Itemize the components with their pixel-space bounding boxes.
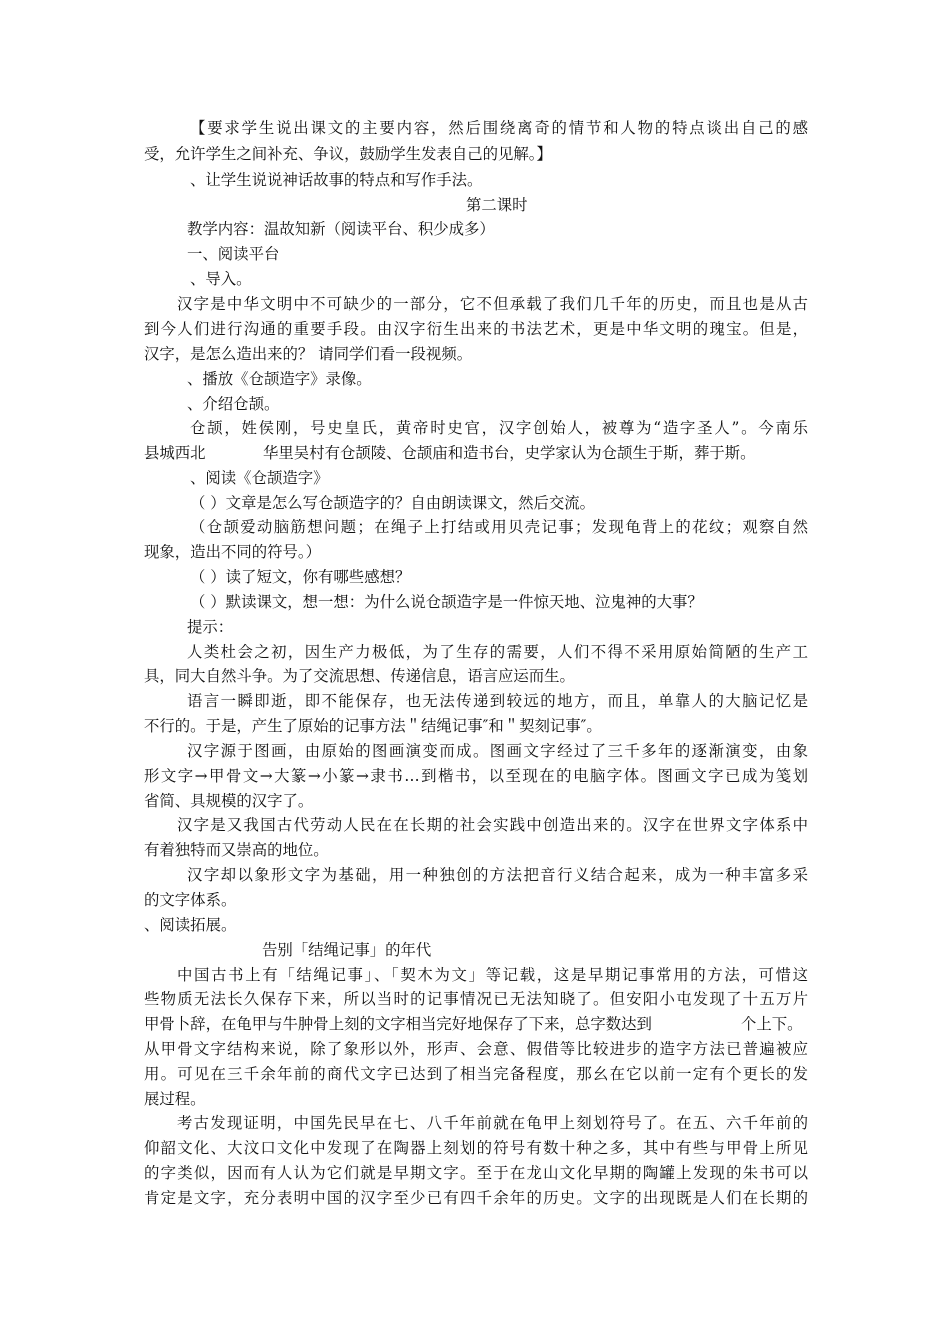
paragraph-line: 有着独特而又崇高的地位。 xyxy=(144,841,329,859)
paragraph-line: 用。可见在三千余年前的商代文字已达到了相当完备程度，那幺在它以前一定有个更长的发 xyxy=(144,1065,808,1083)
paragraph-line: 仓颉，姓侯刚，号史皇氏，黄帝时史官，汉字创始人，被尊为“造字圣人”。今南乐 xyxy=(190,419,808,437)
paragraph-line: 教学内容：温故知新（阅读平台、积少成多） xyxy=(187,220,495,238)
paragraph-line: 个上下。 xyxy=(741,1015,803,1033)
paragraph-line: 一、阅读平台 xyxy=(187,245,280,263)
paragraph-line: 形文字→甲骨文→大篆→小篆→隶书…到楷书，以至现在的电脑字体。图画文字已成为笺划 xyxy=(144,767,808,785)
article-title: 告别「结绳记事」的年代 xyxy=(262,941,432,959)
paragraph-line: 、介绍仓颉。 xyxy=(187,395,280,413)
paragraph-line: 人类杜会之初，因生产力极低，为了生存的需要，人们不得不采用原始简陋的生产工 xyxy=(187,643,808,661)
paragraph-line: 甲骨卜辞，在龟甲与牛肿骨上刻的文字相当完好地保存了下来，总字数达到 xyxy=(144,1015,652,1033)
paragraph-line: 省简、具规模的汉字了。 xyxy=(144,792,314,810)
paragraph-line: 汉字是中华文明中不可缺少的一部分，它不但承载了我们几千年的历史，而且也是从古 xyxy=(177,295,808,313)
paragraph-line: （ ）读了短文，你有哪些感想？ xyxy=(190,568,411,586)
paragraph-line: （ ）默读课文，想一想：为什么说仓颉造字是一件惊天地、泣鬼神的大事？ xyxy=(190,593,703,611)
paragraph-line: 提示： xyxy=(187,618,234,636)
paragraph-line: 县城西北 xyxy=(144,444,206,462)
paragraph-line: 考古发现证明，中国先民早在七、八千年前就在龟甲上刻划符号了。在五、六千年前的 xyxy=(177,1114,808,1132)
paragraph-line: 、播放《仓颉造字》录像。 xyxy=(187,370,372,388)
paragraph-line: 、让学生说说神话故事的特点和写作手法。 xyxy=(190,171,483,189)
paragraph-line: 中国古书上有「结绳记事」、「契木为文」等记载，这是早期记事常用的方法，可惜这 xyxy=(177,966,808,984)
paragraph-line: 从甲骨文字结构来说，除了象形以外，形声、会意、假借等比较进步的造字方法已普遍被应 xyxy=(144,1040,808,1058)
paragraph-line: 、阅读拓展。 xyxy=(144,916,237,934)
paragraph-line: 汉字是又我国古代劳动人民在在长期的社会实践中创造出来的。汉字在世界文字体系中 xyxy=(177,816,808,834)
paragraph-line: 汉字源于图画，由原始的图画演变而成。图画文字经过了三千多年的逐渐演变，由象 xyxy=(187,742,808,760)
paragraph-line: 展过程。 xyxy=(144,1090,206,1108)
paragraph-line: 汉字却以象形文字为基础，用一种独创的方法把音行义结合起来，成为一种丰富多采 xyxy=(187,866,808,884)
paragraph-line: 受，允许学生之间补充、争议，鼓励学生发表自己的见解。】 xyxy=(144,145,552,163)
paragraph-line: 、导入。 xyxy=(190,270,252,288)
paragraph-line: 汉字，是怎么造出来的？ 请同学们看一段视频。 xyxy=(144,345,473,363)
paragraph-line: 具，同大自然斗争。为了交流思想、传递信息，语言应运而生。 xyxy=(144,667,575,685)
paragraph-line: （仓颉爱动脑筋想问题；在绳子上打结或用贝壳记事；发现龟背上的花纹；观察自然 xyxy=(190,518,808,536)
paragraph-line: 华里吴村有仓颉陵、仓颉庙和造书台，史学家认为仓颉生于斯，葬于斯。 xyxy=(263,444,756,462)
paragraph-line: 的字类似，因而有人认为它们就是早期文字。至于在龙山文化早期的陶罐上发现的朱书可以 xyxy=(144,1164,808,1182)
paragraph-line: 的文字体系。 xyxy=(144,891,237,909)
paragraph-line: 到今人们进行沟通的重要手段。由汉字衍生出来的书法艺术，更是中华文明的瑰宝。但是， xyxy=(144,320,808,338)
paragraph-line: 【要求学生说出课文的主要内容，然后围绕离奇的情节和人物的特点谈出自己的感 xyxy=(190,119,808,137)
paragraph-line: （ ）文章是怎么写仓颉造字的？自由朗读课文，然后交流。 xyxy=(190,494,596,512)
paragraph-line: 些物质无法长久保存下来，所以当时的记事情况已无法知晓了。但安阳小屯发现了十五万片 xyxy=(144,990,808,1008)
paragraph-line: 仰韶文化、大汶口文化中发现了在陶器上刻划的符号有数十种之多，其中有些与甲骨上所见 xyxy=(144,1139,808,1157)
paragraph-line: 现象，造出不同的符号。） xyxy=(144,543,321,561)
paragraph-line: 、阅读《仓颉造字》 xyxy=(190,469,329,487)
paragraph-line: 语言一瞬即逝，即不能保存，也无法传递到较远的地方，而且，单靠人的大脑记忆是 xyxy=(187,692,808,710)
section-heading: 第二课时 xyxy=(466,196,528,214)
paragraph-line: 不行的。于是，产生了原始的记事方法＂结绳记事″和＂契刻记事″。 xyxy=(144,717,602,735)
paragraph-line: 肯定是文字，充分表明中国的汉字至少已有四千余年的历史。文字的出现既是人们在长期的 xyxy=(144,1189,808,1207)
